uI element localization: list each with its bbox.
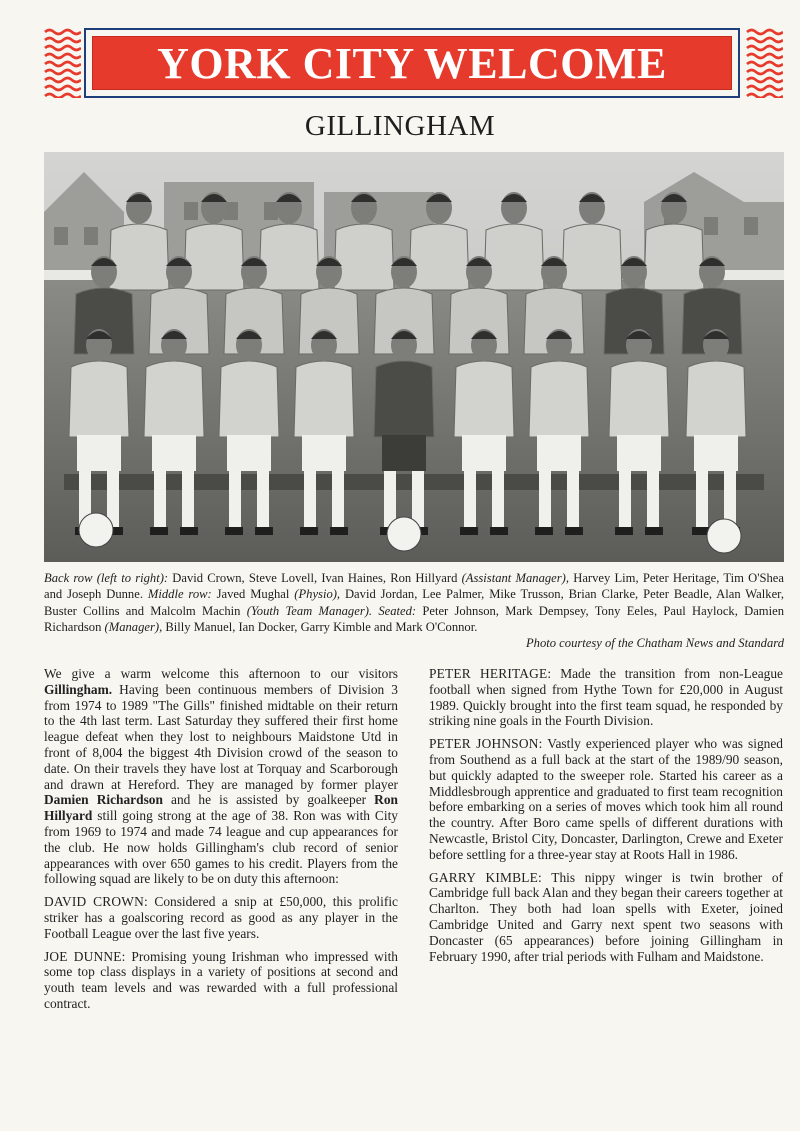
intro-bold: Damien Richardson bbox=[44, 792, 163, 808]
team-photo-icon bbox=[44, 152, 784, 562]
player-text: Vastly experienced player who was signed from Southend as a full back at the start of the 1989/90 season, but quickly adapted to the sweeper role. Started his career as a Middlesbrough apprentice and graduated to first team recognition before embarking on a series of moves which took him all round the country. After Boro came spells of different durations with Newcastle, Bristol City, Doncaster, Darlington, Crewe and Exeter before settling for a three-year stay at Roots Hall in 1986. bbox=[429, 736, 783, 862]
player-profile bbox=[429, 666, 783, 729]
intro-text: and he is assisted by goalkeeper bbox=[162, 792, 375, 808]
article-left-column bbox=[44, 666, 398, 1019]
caption-label-seated: Seated: bbox=[372, 603, 417, 618]
intro-paragraph bbox=[44, 666, 398, 887]
article-right-column bbox=[429, 666, 783, 971]
player-name: PETER JOHNSON: bbox=[429, 736, 543, 752]
player-name: JOE DUNNE: bbox=[44, 948, 126, 964]
title-banner-fill bbox=[92, 36, 732, 90]
caption-label-middle: Middle row: bbox=[147, 587, 212, 602]
intro-bold: Gillingham. bbox=[44, 681, 113, 697]
caption-names: David Jordan, Lee Palmer, Mike Trusson, Brian Clarke, Peter Beadle, Alan Walker, Buster Collins and Malcolm Machin bbox=[44, 587, 784, 618]
photo-caption bbox=[44, 570, 784, 651]
intro-bold: Ron Hillyard bbox=[44, 792, 398, 824]
player-text: Considered a snip at £50,000, this prolific striker has a goalscoring record as good as any player in the Football League over the last five years. bbox=[44, 894, 398, 941]
caption-role: (Assistant Manager), bbox=[461, 571, 570, 585]
intro-text: Having been continuous members of Division 3 from 1974 to 1989 "The Gills" finished midtable on their return to the 4th last term. Last Saturday they suffered their first home league defeat when they lost to neighbours Maidstone Utd in front of 8,004 the biggest 4th Division crowd of the season to date. On their travels they have lost at Torquay and Scarborough and drawn at Hereford. They are managed by former player bbox=[44, 681, 398, 792]
team-photo bbox=[44, 152, 784, 562]
page-title: YORK CITY WELCOME bbox=[157, 38, 667, 88]
player-profile bbox=[44, 949, 398, 1012]
caption-role: (Physio), bbox=[294, 587, 341, 602]
intro-text: We give a warm welcome this afternoon to our visitors bbox=[44, 666, 398, 681]
caption-names: Peter Johnson, Mark Dempsey, Tony Eeles, Paul Haylock, Damien Richardson bbox=[44, 603, 784, 634]
player-text: Made the transition from non-League football when signed from Hythe Town for £20,000 in August 1989. Quickly brought into the first team squad, he responded by striking nine goals in the Fourth Division. bbox=[429, 666, 783, 729]
photo-credit: Photo courtesy of the Chatham News and Standard bbox=[525, 636, 784, 651]
caption-names: David Crown, Steve Lovell, Ivan Haines, Ron Hillyard bbox=[168, 571, 462, 585]
player-profile bbox=[429, 736, 783, 862]
player-text: Promising young Irishman who impressed with some top class displays in a variety of positions at second and youth team levels and was rewarded with a full professional contract. bbox=[44, 948, 398, 1011]
title-banner bbox=[84, 28, 740, 98]
intro-text: still going strong at the age of 38. Ron was with City from 1969 to 1974 and made 74 league and cup appearances for the club. He now holds Gillingham's club record of senior appearances with over 650 games to his credit. Players from the following squad are likely to be on duty this afternoon: bbox=[44, 808, 398, 887]
caption-label-back: Back row (left to right): bbox=[44, 571, 169, 585]
page-subtitle: GILLINGHAM bbox=[304, 110, 496, 142]
player-text: This nippy winger is twin brother of Cambridge full back Alan and they began their careers together at Charlton. They both had loan spells with Exeter, joined Cambridge United and Garry next spent two seasons with Doncaster (65 appearances) before joining Gillingham in February 1990, after trial periods with Fulham and Maidstone. bbox=[429, 869, 783, 964]
player-name: PETER HERITAGE: bbox=[429, 666, 552, 681]
caption-names: Billy Manuel, Ian Docker, Garry Kimble and Mark O'Connor. bbox=[162, 619, 478, 634]
caption-role: (Youth Team Manager). bbox=[246, 603, 373, 618]
wave-ornament-icon bbox=[43, 26, 81, 98]
player-name: DAVID CROWN: bbox=[44, 894, 148, 910]
player-name: GARRY KIMBLE: bbox=[429, 869, 542, 885]
caption-role: (Manager), bbox=[104, 619, 163, 634]
caption-names: Javed Mughal bbox=[211, 587, 295, 602]
wave-ornament-icon bbox=[745, 26, 783, 98]
caption-text bbox=[44, 570, 784, 635]
player-profile bbox=[44, 894, 398, 941]
caption-names: Harvey Lim, Peter Heritage, Tim O'Shea and Joseph Dunne. bbox=[44, 571, 784, 602]
player-profile bbox=[429, 870, 783, 965]
